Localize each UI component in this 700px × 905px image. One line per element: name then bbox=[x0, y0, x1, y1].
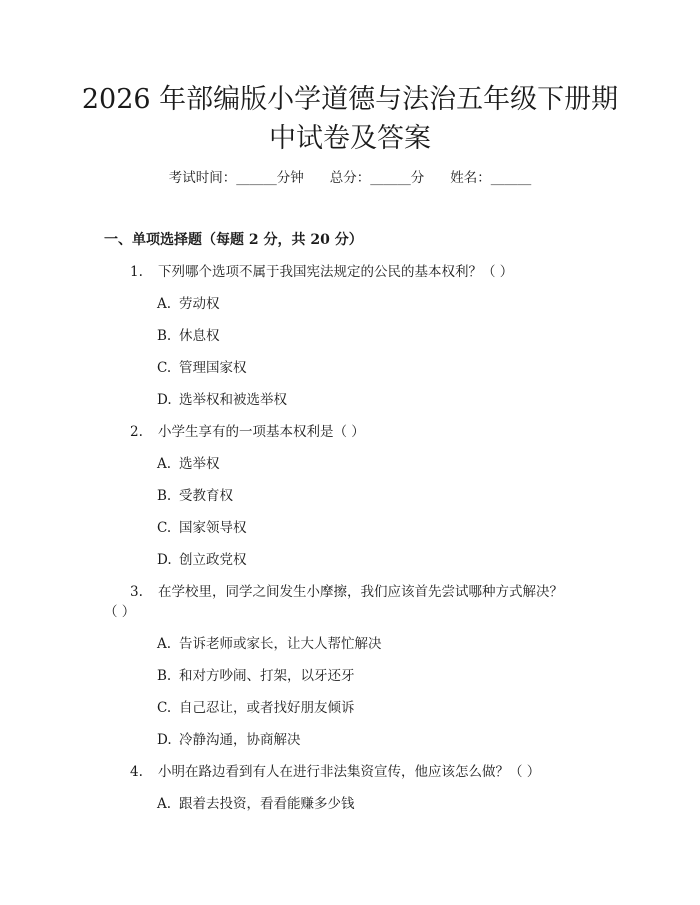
question-2 bbox=[130, 422, 365, 442]
option-text: 创立政党权 bbox=[179, 552, 247, 568]
question-text: 小明在路边看到有人在进行非法集资宣传，他应该怎么做？（ ） bbox=[158, 764, 541, 780]
option-text: 跟着去投资，看看能赚多少钱 bbox=[179, 796, 355, 812]
option-text: 告诉老师或家长，让大人帮忙解决 bbox=[179, 636, 382, 652]
option-letter: D. bbox=[157, 732, 172, 748]
exam-title-line-2: 中试卷及答案 bbox=[269, 123, 431, 154]
question-1 bbox=[130, 262, 513, 282]
exam-time-field: 考试时间：______分钟 bbox=[168, 170, 304, 186]
option-text: 选举权 bbox=[179, 456, 220, 472]
question-3-option-b bbox=[157, 666, 355, 686]
question-number: 3. bbox=[130, 584, 143, 600]
question-4 bbox=[130, 762, 540, 782]
option-text: 休息权 bbox=[179, 328, 220, 344]
question-3 bbox=[130, 582, 563, 602]
question-1-option-d bbox=[157, 390, 287, 410]
question-2-option-b bbox=[157, 486, 233, 506]
option-text: 选举权和被选举权 bbox=[179, 392, 287, 408]
option-letter: B. bbox=[157, 328, 172, 344]
question-1-option-b bbox=[157, 326, 220, 346]
question-text: 在学校里，同学之间发生小摩擦，我们应该首先尝试哪种方式解决？ bbox=[158, 584, 563, 600]
option-text: 国家领导权 bbox=[179, 520, 247, 536]
option-text: 冷静沟通，协商解决 bbox=[179, 732, 301, 748]
question-2-option-a bbox=[157, 454, 220, 474]
option-letter: A. bbox=[157, 296, 172, 312]
option-letter: A. bbox=[157, 636, 172, 652]
option-letter: C. bbox=[157, 700, 172, 716]
option-letter: D. bbox=[157, 552, 172, 568]
question-number: 4. bbox=[130, 764, 143, 780]
question-text: 小学生享有的一项基本权利是（ ） bbox=[158, 424, 365, 440]
option-letter: A. bbox=[157, 796, 172, 812]
option-letter: D. bbox=[157, 392, 172, 408]
question-3-option-c bbox=[157, 698, 355, 718]
question-1-option-c bbox=[157, 358, 247, 378]
question-3-option-a bbox=[157, 634, 382, 654]
option-text: 劳动权 bbox=[179, 296, 220, 312]
question-3-continuation: （ ） bbox=[104, 604, 136, 620]
question-text: 下列哪个选项不属于我国宪法规定的公民的基本权利？（ ） bbox=[158, 264, 514, 280]
question-4-option-a bbox=[157, 794, 355, 814]
option-letter: C. bbox=[157, 360, 172, 376]
option-letter: A. bbox=[157, 456, 172, 472]
option-text: 自己忍让，或者找好朋友倾诉 bbox=[179, 700, 355, 716]
exam-info-line bbox=[0, 168, 700, 188]
exam-title-line-1: 2026 年部编版小学道德与法治五年级下册期 bbox=[81, 84, 619, 115]
question-2-option-d bbox=[157, 550, 247, 570]
question-3-option-d bbox=[157, 730, 301, 750]
option-letter: B. bbox=[157, 668, 172, 684]
option-text: 受教育权 bbox=[179, 488, 233, 504]
option-letter: B. bbox=[157, 488, 172, 504]
total-score-field: 总分：______分 bbox=[329, 170, 425, 186]
question-number: 1. bbox=[130, 264, 143, 280]
question-2-option-c bbox=[157, 518, 247, 538]
option-letter: C. bbox=[157, 520, 172, 536]
section-heading: 一、单项选择题（每题 2 分，共 20 分） bbox=[104, 232, 363, 248]
student-name-field: 姓名：______ bbox=[450, 170, 532, 186]
question-1-option-a bbox=[157, 294, 220, 314]
option-text: 和对方吵闹、打架，以牙还牙 bbox=[179, 668, 355, 684]
option-text: 管理国家权 bbox=[179, 360, 247, 376]
question-number: 2. bbox=[130, 424, 143, 440]
